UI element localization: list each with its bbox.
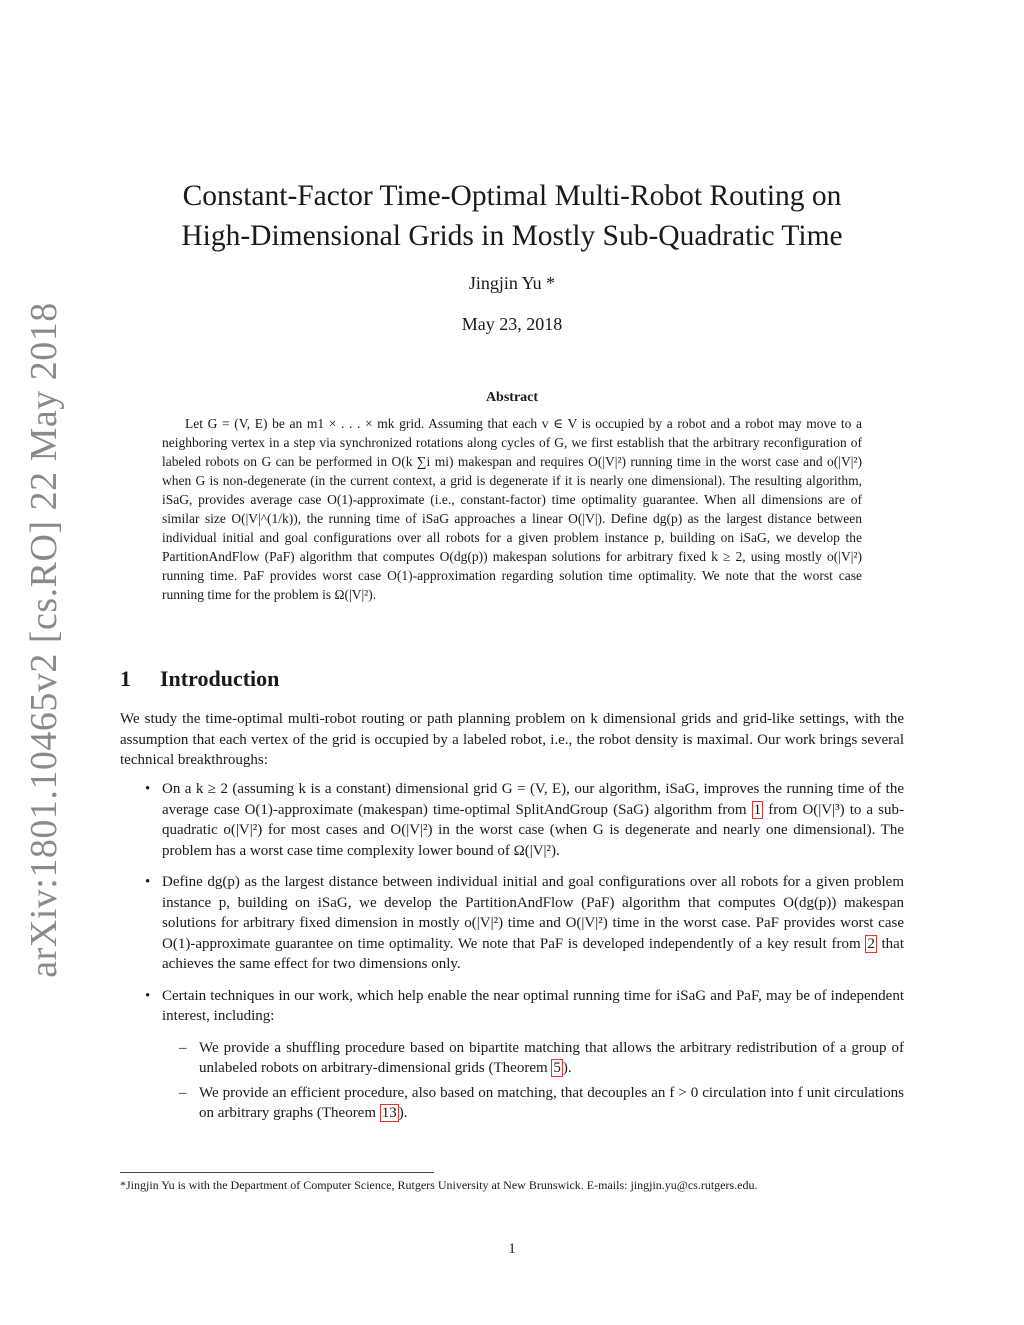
sub-list-item-text: We provide an efficient procedure, also based on matching, that decouples an f > 0 circulation into f unit circulations on arbitrary graphs (Theorem [199, 1084, 904, 1121]
dash-marker: – [179, 1039, 187, 1056]
list-item-text: from O(|V|³) to a sub-quadratic o(|V|²) for most cases and O(|V|²) in the worst case (when G is degenerate and nearly one dimensional). The problem has a worst case time complexity lower bound of Ω(|V|²). [162, 801, 904, 859]
section-title: Introduction [160, 666, 280, 691]
arxiv-identifier-text: arXiv:1801.10465v2 [cs.RO] 22 May 2018 [23, 302, 65, 978]
technique-sublist [162, 1038, 904, 1124]
list-item [120, 872, 904, 975]
bullet-marker: • [145, 874, 151, 890]
theorem-link-13[interactable]: 13 [381, 1105, 397, 1121]
paper-title [120, 176, 904, 256]
intro-paragraph: We study the time-optimal multi-robot routing or path planning problem on k dimensional grids and grid-like settings, with the assumption that each vertex of the grid is occupied by a labeled robot, i.e., the robot density is maximal. Our work brings several technical breakthroughs: [120, 711, 904, 768]
dash-marker: – [179, 1084, 187, 1101]
author-footnote: *Jingjin Yu is with the Department of Computer Science, Rutgers University at New Brunswick. E-mails: jingjin.yu@cs.rutgers.edu. [120, 1178, 758, 1192]
publication-date: May 23, 2018 [461, 314, 563, 334]
list-item [120, 986, 904, 1124]
citation-link-2[interactable]: 2 [867, 935, 875, 952]
list-item-text: Certain techniques in our work, which help enable the near optimal running time for iSaG and PaF, may be of independent interest, including: [162, 987, 904, 1024]
sub-list-item [162, 1083, 904, 1124]
section-heading [120, 666, 279, 692]
page-number: 1 [508, 1241, 516, 1257]
contribution-list [120, 779, 904, 1135]
section-number: 1 [120, 666, 131, 691]
list-item-text: On a k ≥ 2 (assuming k is a constant) dimensional grid G = (V, E), our algorithm, iSaG, improves the running time of the average case O(1)-approximate (makespan) time-optimal SplitAndGroup (SaG) algorithm from [162, 781, 904, 818]
sub-list-item-text: ). [562, 1060, 572, 1076]
abstract-heading: Abstract [485, 390, 539, 405]
citation-link-1[interactable]: 1 [753, 801, 762, 818]
sub-list-item [162, 1038, 904, 1079]
title-line-1: Constant-Factor Time-Optimal Multi-Robot Routing on [182, 180, 842, 212]
theorem-link-5[interactable]: 5 [553, 1060, 561, 1076]
sub-list-item-text: We provide a shuffling procedure based on bipartite matching that allows the arbitrary redistribution of a group of unlabeled robots on arbitrary-dimensional grids (Theorem [199, 1039, 904, 1076]
abstract-body: Let G = (V, E) be an m1 × . . . × mk grid. Assuming that each v ∈ V is occupied by a robot and a robot may move to a neighboring vertex in a step via synchronized rotations along cycles of G, we first establish that the arbitrary reconfiguration of labeled robots on G can be performed in O(k ∑i mi) makespan and requires O(|V|²) running time in the worst case and o(|V|²) when G is non-degenerate (in the current context, a grid is degenerate if it is nearly one dimensional). The resulting algorithm, iSaG, provides average case O(1)-approximate (i.e., constant-factor) time optimality guarantee. When all dimensions are of similar size O(|V|^(1/k)), the running time of iSaG approaches a linear O(|V|). Define dg(p) as the largest distance between individual initial and goal configurations over all robots for a given problem instance p, building on iSaG, we develop the PartitionAndFlow (PaF) algorithm that computes O(dg(p)) makespan solutions for arbitrary fixed k ≥ 2, using mostly o(|V|²) running time. PaF provides worst case O(1)-approximation regarding solution time optimality. We note that the worst case running time for the problem is Ω(|V|²). [162, 416, 862, 602]
sub-list-item-text: ). [398, 1105, 408, 1121]
list-item-text: that achieves the same effect for two dimensions only. [162, 935, 904, 972]
list-item-text: Define dg(p) as the largest distance between individual initial and goal configurations over all robots for a given problem instance p, building on iSaG, we develop the PartitionAndFlow (PaF) algorithm that computes O(dg(p)) makespan solutions for arbitrary fixed dimension in mostly o(|V|²) time and O(|V|²) time in the worst case. PaF provides worst case O(1)-approximate guarantee on time optimality. We note that PaF is developed independently of a key result from [162, 874, 904, 952]
author-name: Jingjin Yu * [468, 273, 556, 293]
list-item [120, 779, 904, 861]
title-line-2: High-Dimensional Grids in Mostly Sub-Quadratic Time [181, 220, 843, 252]
bullet-marker: • [145, 781, 151, 797]
footnote-divider [120, 1172, 434, 1173]
bullet-marker: • [145, 987, 151, 1004]
